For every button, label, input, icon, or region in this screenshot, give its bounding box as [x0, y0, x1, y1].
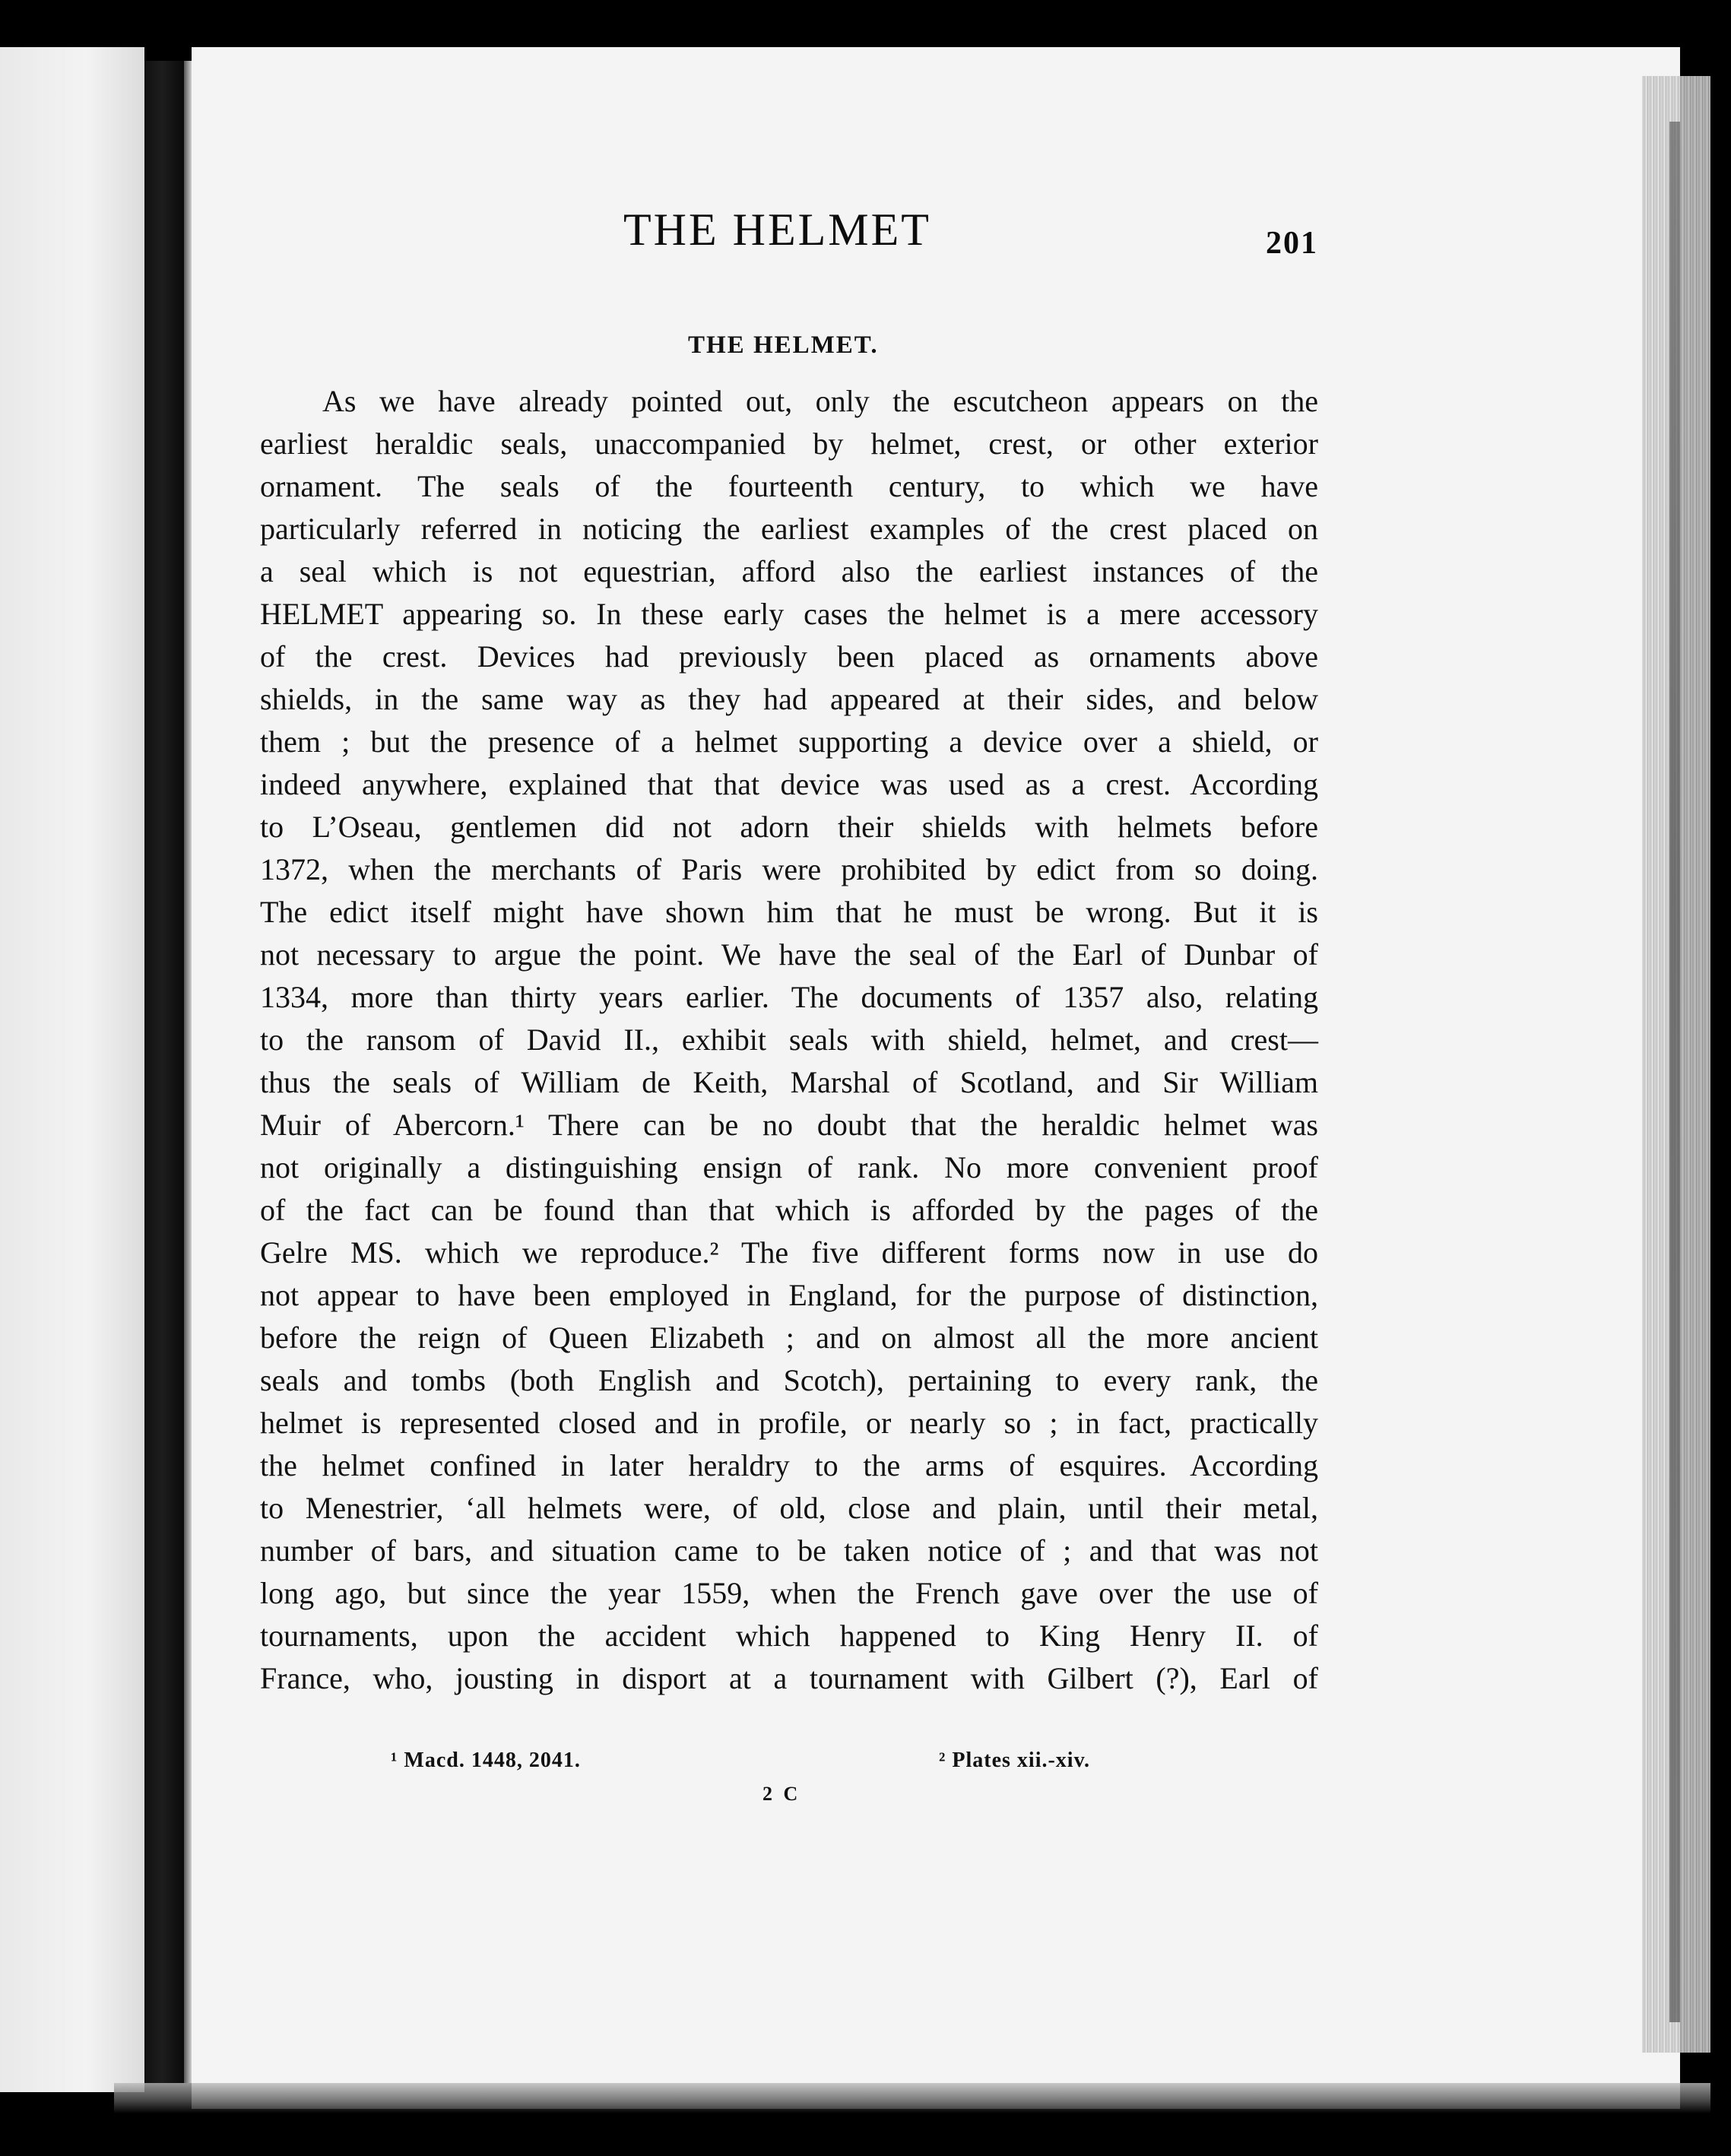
book-gutter: [144, 61, 184, 2083]
text-line: seals and tombs (both English and Scotch), pertaining to every rank, the: [260, 1363, 1318, 1397]
text-line: particularly referred in noticing the earliest examples of the crest placed on: [260, 512, 1318, 546]
text-line: France, who, jousting in disport at a tournament with Gilbert (?), Earl of: [260, 1661, 1318, 1695]
footnote-2: ² Plates xii.-xiv.: [939, 1749, 1091, 1772]
body-text: [260, 380, 1318, 1700]
text-line: The edict itself might have shown him that he must be wrong. But it is: [260, 895, 1318, 929]
text-line: a seal which is not equestrian, afford also the earliest instances of the: [260, 554, 1318, 588]
text-line: 1334, more than thirty years earlier. The documents of 1357 also, relating: [260, 980, 1318, 1014]
text-line: not originally a distinguishing ensign of rank. No more convenient proof: [260, 1150, 1318, 1184]
text-line: 1372, when the merchants of Paris were prohibited by edict from so doing.: [260, 852, 1318, 886]
text-line: number of bars, and situation came to be taken notice of ; and that was not: [260, 1533, 1318, 1568]
page-number: 201: [1266, 226, 1318, 261]
text-line: not appear to have been employed in England, for the purpose of distinction,: [260, 1278, 1318, 1312]
text-line: tournaments, upon the accident which happened to King Henry II. of: [260, 1619, 1318, 1653]
printer-signature-mark: 2 C: [762, 1783, 801, 1805]
text-line: to L’Oseau, gentlemen did not adorn their shields with helmets before: [260, 810, 1318, 844]
text-line: before the reign of Queen Elizabeth ; and on almost all the more ancient: [260, 1321, 1318, 1355]
text-line: of the fact can be found than that which is afforded by the pages of the: [260, 1193, 1318, 1227]
text-line: them ; but the presence of a helmet supporting a device over a shield, or: [260, 724, 1318, 759]
previous-page-edge: [0, 47, 144, 2092]
text-line: shields, in the same way as they had appeared at their sides, and below: [260, 682, 1318, 716]
text-line: As we have already pointed out, only the escutcheon appears on the: [322, 384, 1318, 418]
text-line: Gelre MS. which we reproduce.² The five different forms now in use do: [260, 1235, 1318, 1270]
text-line: to the ransom of David II., exhibit seals with shield, helmet, and crest—: [260, 1023, 1318, 1057]
text-line: the helmet confined in later heraldry to the arms of esquires. According: [260, 1448, 1318, 1482]
text-line: earliest heraldic seals, unaccompanied by helmet, crest, or other exterior: [260, 426, 1318, 461]
bottom-page-edge: [114, 2083, 1710, 2113]
section-heading: THE HELMET.: [688, 331, 879, 359]
gutter-shadow: [184, 61, 192, 2083]
text-line: of the crest. Devices had previously been placed as ornaments above: [260, 639, 1318, 674]
text-line: not necessary to argue the point. We have the seal of the Earl of Dunbar of: [260, 937, 1318, 972]
text-line: ornament. The seals of the fourteenth century, to which we have: [260, 469, 1318, 503]
running-title: THE HELMET: [623, 205, 931, 255]
footnote-1: ¹ Macd. 1448, 2041.: [391, 1749, 581, 1772]
page-edge-shadow: [1669, 122, 1680, 2022]
text-line: helmet is represented closed and in profile, or nearly so ; in fact, practically: [260, 1406, 1318, 1440]
text-line: long ago, but since the year 1559, when the French gave over the use of: [260, 1576, 1318, 1610]
text-line: thus the seals of William de Keith, Marshal of Scotland, and Sir William: [260, 1065, 1318, 1099]
text-line: indeed anywhere, explained that that device was used as a crest. According: [260, 767, 1318, 801]
text-line: Muir of Abercorn.¹ There can be no doubt that the heraldic helmet was: [260, 1108, 1318, 1142]
text-line: HELMET appearing so. In these early cases the helmet is a mere accessory: [260, 597, 1318, 631]
text-line: to Menestrier, ‘all helmets were, of old, close and plain, until their metal,: [260, 1491, 1318, 1525]
